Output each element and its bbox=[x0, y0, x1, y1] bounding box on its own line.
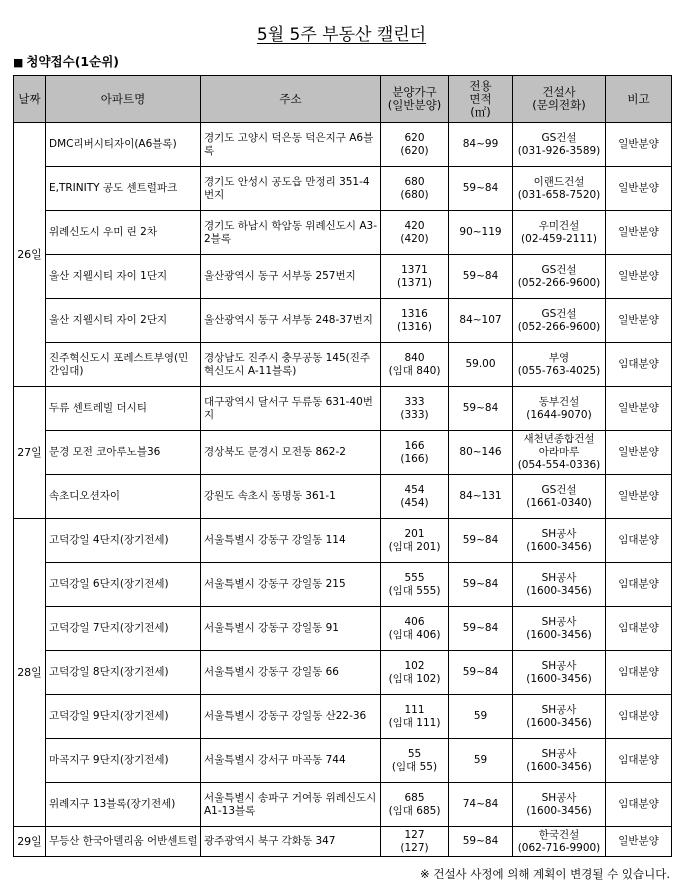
note-cell bbox=[606, 475, 672, 519]
apartment-cell-text: 문경 모전 코아루노블36 bbox=[49, 446, 161, 458]
note-cell-text: 임대분양 bbox=[618, 754, 659, 766]
apartment-cell bbox=[46, 827, 201, 857]
area-cell-text: 59~84 bbox=[462, 622, 499, 634]
address-cell bbox=[201, 695, 381, 739]
units-cell-text: (166) bbox=[400, 452, 429, 465]
units-cell bbox=[381, 167, 449, 211]
address-cell-text: 경기도 하남시 학암동 위례신도시 A3-2블록 bbox=[204, 219, 378, 245]
note-cell-text: 일반분양 bbox=[618, 490, 659, 502]
area-cell-text: 59 bbox=[473, 710, 488, 722]
units-cell-text: (임대 201) bbox=[388, 540, 441, 553]
area-cell-text: 84~107 bbox=[459, 314, 502, 326]
apartment-cell bbox=[46, 299, 201, 343]
header-area bbox=[449, 76, 513, 123]
units-cell bbox=[381, 519, 449, 563]
address-cell bbox=[201, 255, 381, 299]
table-row bbox=[14, 827, 672, 857]
builder-cell-text: (1600-3456) bbox=[526, 672, 592, 685]
units-cell-text: 454 bbox=[404, 483, 425, 496]
builder-cell bbox=[513, 255, 606, 299]
note-cell bbox=[606, 255, 672, 299]
address-cell bbox=[201, 519, 381, 563]
table-row bbox=[14, 695, 672, 739]
units-cell bbox=[381, 123, 449, 167]
units-cell bbox=[381, 563, 449, 607]
area-cell-text: 59~84 bbox=[462, 578, 499, 590]
units-cell bbox=[381, 387, 449, 431]
units-cell-text: (454) bbox=[400, 496, 429, 509]
builder-cell-text: 동부건설 bbox=[538, 395, 580, 408]
apartment-cell-text: 울산 지웰시티 자이 2단지 bbox=[49, 314, 168, 326]
units-cell-text: (680) bbox=[400, 188, 429, 201]
builder-cell-text: 새천년종합건설 bbox=[523, 433, 595, 445]
area-cell bbox=[449, 431, 513, 475]
builder-cell bbox=[513, 827, 606, 857]
builder-cell-text: SH공사 bbox=[541, 791, 577, 804]
builder-cell bbox=[513, 387, 606, 431]
apartment-cell bbox=[46, 695, 201, 739]
footnote: ※ 건설사 사정에 의해 계획이 변경될 수 있습니다. bbox=[420, 867, 670, 881]
units-cell bbox=[381, 299, 449, 343]
units-cell-text: (420) bbox=[400, 232, 429, 245]
address-cell bbox=[201, 211, 381, 255]
units-cell bbox=[381, 343, 449, 387]
address-cell bbox=[201, 387, 381, 431]
square-bullet-icon: ■ bbox=[13, 56, 24, 69]
apartment-cell bbox=[46, 387, 201, 431]
address-cell-text: 경기도 고양시 덕은동 덕은지구 A6블록 bbox=[204, 131, 374, 157]
table-row bbox=[14, 123, 672, 167]
note-cell-text: 일반분양 bbox=[618, 402, 659, 414]
builder-cell-text: (055-763-4025) bbox=[517, 364, 601, 377]
apartment-cell-text: 위례신도시 우미 린 2차 bbox=[49, 226, 157, 238]
units-cell-text: 333 bbox=[404, 395, 425, 408]
area-cell-text: 59~84 bbox=[462, 182, 499, 194]
units-cell-text: (임대 55) bbox=[391, 760, 438, 773]
area-cell bbox=[449, 387, 513, 431]
note-cell bbox=[606, 695, 672, 739]
apartment-cell bbox=[46, 211, 201, 255]
table-row bbox=[14, 211, 672, 255]
units-cell-text: 102 bbox=[404, 659, 425, 672]
units-cell bbox=[381, 431, 449, 475]
area-cell bbox=[449, 255, 513, 299]
builder-cell bbox=[513, 211, 606, 255]
builder-cell bbox=[513, 475, 606, 519]
note-cell-text: 임대분양 bbox=[618, 534, 659, 546]
area-cell-text: 59~84 bbox=[462, 666, 499, 678]
builder-cell-text: SH공사 bbox=[541, 571, 577, 584]
apartment-cell-text: 진주혁신도시 포레스트부영(민간임대) bbox=[49, 351, 189, 377]
units-cell-text: (임대 111) bbox=[388, 716, 441, 729]
apartment-cell-text: 무등산 한국아델리움 어반센트럴 bbox=[49, 835, 198, 847]
units-cell bbox=[381, 739, 449, 783]
date-cell: 27일 bbox=[14, 387, 46, 519]
address-cell-text: 서울특별시 강동구 강일동 114 bbox=[204, 534, 346, 546]
apartment-cell-text: 두류 센트레빌 더시티 bbox=[49, 402, 147, 414]
builder-cell-text: (1600-3456) bbox=[526, 716, 592, 729]
date-cell: 26일 bbox=[14, 123, 46, 387]
table-row bbox=[14, 783, 672, 827]
apartment-cell-text: E,TRINITY 공도 센트럴파크 bbox=[49, 182, 178, 194]
note-cell-text: 임대분양 bbox=[618, 798, 659, 810]
units-cell-text: (임대 840) bbox=[388, 364, 441, 377]
area-cell-text: 80~146 bbox=[459, 446, 502, 458]
note-cell-text: 임대분양 bbox=[618, 666, 659, 678]
address-cell-text: 경기도 안성시 공도읍 만정리 351-4번지 bbox=[204, 175, 370, 201]
apartment-cell-text: DMC리버시티자이(A6블록) bbox=[49, 138, 177, 150]
address-cell-text: 대구광역시 달서구 두류동 631-40번지 bbox=[204, 395, 373, 421]
table-row bbox=[14, 739, 672, 783]
builder-cell-text: (031-926-3589) bbox=[517, 144, 601, 157]
units-cell-text: 127 bbox=[404, 828, 425, 841]
address-cell-text: 경상북도 문경시 모전동 862-2 bbox=[204, 446, 346, 458]
units-cell bbox=[381, 783, 449, 827]
note-cell bbox=[606, 431, 672, 475]
address-cell-text: 서울특별시 강동구 강일동 산22-36 bbox=[204, 710, 367, 722]
area-cell-text: 59~84 bbox=[462, 835, 499, 847]
address-cell-text: 광주광역시 북구 각화동 347 bbox=[204, 835, 336, 847]
table-row bbox=[14, 299, 672, 343]
address-cell-text: 서울특별시 강동구 강일동 66 bbox=[204, 666, 339, 678]
note-cell bbox=[606, 343, 672, 387]
table-row bbox=[14, 519, 672, 563]
builder-cell-text: GS건설 bbox=[541, 483, 577, 496]
builder-cell-text: (1644-9070) bbox=[526, 408, 592, 421]
builder-cell-text: GS건설 bbox=[541, 307, 577, 320]
area-cell bbox=[449, 651, 513, 695]
builder-cell-text: 아라마루 bbox=[538, 446, 580, 458]
date-cell: 28일 bbox=[14, 519, 46, 827]
apartment-cell-text: 고덕강일 7단지(장기전세) bbox=[49, 622, 169, 634]
units-cell-text: 555 bbox=[404, 571, 425, 584]
note-cell bbox=[606, 783, 672, 827]
units-cell bbox=[381, 255, 449, 299]
area-cell-text: 59~84 bbox=[462, 534, 499, 546]
note-cell bbox=[606, 827, 672, 857]
header-units bbox=[381, 76, 449, 123]
units-cell-text: 840 bbox=[404, 351, 425, 364]
apartment-cell bbox=[46, 607, 201, 651]
builder-cell-text: SH공사 bbox=[541, 615, 577, 628]
builder-cell-text: 이랜드건설 bbox=[533, 175, 585, 188]
units-cell-text: (임대 685) bbox=[388, 804, 441, 817]
table-row bbox=[14, 343, 672, 387]
units-cell-text: 111 bbox=[404, 703, 425, 716]
builder-cell bbox=[513, 167, 606, 211]
units-cell bbox=[381, 607, 449, 651]
header-apartment: 아파트명 bbox=[46, 76, 201, 123]
units-cell-text: (1371) bbox=[397, 276, 432, 289]
builder-cell-text: GS건설 bbox=[541, 263, 577, 276]
apartment-cell bbox=[46, 739, 201, 783]
area-cell bbox=[449, 299, 513, 343]
header-builder bbox=[513, 76, 606, 123]
units-cell-text: 1316 bbox=[401, 307, 428, 320]
note-cell bbox=[606, 387, 672, 431]
area-cell-text: 84~99 bbox=[462, 138, 499, 150]
builder-cell bbox=[513, 563, 606, 607]
units-cell-text: 55 bbox=[407, 747, 422, 760]
area-cell bbox=[449, 211, 513, 255]
note-cell-text: 임대분양 bbox=[618, 622, 659, 634]
note-cell-text: 일반분양 bbox=[618, 270, 659, 282]
address-cell bbox=[201, 827, 381, 857]
builder-cell-text: (052-266-9600) bbox=[517, 276, 601, 289]
area-cell bbox=[449, 739, 513, 783]
address-cell bbox=[201, 167, 381, 211]
builder-cell-text: SH공사 bbox=[541, 747, 577, 760]
address-cell bbox=[201, 563, 381, 607]
units-cell-text: 166 bbox=[404, 439, 425, 452]
units-cell-text: (333) bbox=[400, 408, 429, 421]
area-cell bbox=[449, 519, 513, 563]
apartment-cell-text: 고덕강일 4단지(장기전세) bbox=[49, 534, 169, 546]
builder-cell-text: (052-266-9600) bbox=[517, 320, 601, 333]
note-cell bbox=[606, 211, 672, 255]
apartment-cell bbox=[46, 651, 201, 695]
builder-cell-text: (054-554-0336) bbox=[517, 459, 601, 471]
apartment-cell bbox=[46, 519, 201, 563]
address-cell-text: 서울특별시 강동구 강일동 215 bbox=[204, 578, 346, 590]
units-cell-text: (620) bbox=[400, 144, 429, 157]
header-units-line1: 분양가구 bbox=[392, 85, 437, 99]
note-cell-text: 임대분양 bbox=[618, 578, 659, 590]
area-cell bbox=[449, 343, 513, 387]
note-cell-text: 임대분양 bbox=[618, 358, 659, 370]
table-row bbox=[14, 167, 672, 211]
note-cell-text: 일반분양 bbox=[618, 226, 659, 238]
builder-cell bbox=[513, 651, 606, 695]
address-cell bbox=[201, 299, 381, 343]
builder-cell-text: (1600-3456) bbox=[526, 540, 592, 553]
note-cell bbox=[606, 167, 672, 211]
header-area-line1: 전용 bbox=[469, 78, 492, 93]
note-cell bbox=[606, 607, 672, 651]
apartment-cell bbox=[46, 563, 201, 607]
builder-cell-text: SH공사 bbox=[541, 659, 577, 672]
note-cell bbox=[606, 651, 672, 695]
section-heading bbox=[13, 52, 119, 70]
note-cell-text: 일반분양 bbox=[618, 446, 659, 458]
header-units-line2: (일반분양) bbox=[387, 98, 442, 112]
builder-cell bbox=[513, 431, 606, 475]
builder-cell-text: SH공사 bbox=[541, 527, 577, 540]
units-cell-text: (임대 406) bbox=[388, 628, 441, 641]
address-cell bbox=[201, 343, 381, 387]
table-row bbox=[14, 651, 672, 695]
note-cell bbox=[606, 563, 672, 607]
address-cell bbox=[201, 607, 381, 651]
apartment-cell-text: 고덕강일 8단지(장기전세) bbox=[49, 666, 169, 678]
note-cell bbox=[606, 123, 672, 167]
table-row bbox=[14, 607, 672, 651]
table-row bbox=[14, 387, 672, 431]
address-cell bbox=[201, 783, 381, 827]
note-cell-text: 일반분양 bbox=[618, 835, 659, 847]
address-cell bbox=[201, 431, 381, 475]
note-cell bbox=[606, 739, 672, 783]
units-cell bbox=[381, 695, 449, 739]
area-cell bbox=[449, 123, 513, 167]
table-row bbox=[14, 475, 672, 519]
apartment-cell-text: 마곡지구 9단지(장기전세) bbox=[49, 754, 169, 766]
note-cell-text: 일반분양 bbox=[618, 314, 659, 326]
area-cell bbox=[449, 167, 513, 211]
units-cell-text: (1316) bbox=[397, 320, 432, 333]
area-cell-text: 59.00 bbox=[465, 358, 496, 370]
header-date: 날짜 bbox=[14, 76, 46, 123]
address-cell-text: 경상남도 진주시 충무공동 145(진주혁신도시 A-11블록) bbox=[204, 351, 371, 377]
calendar-table bbox=[13, 75, 672, 857]
address-cell-text: 서울특별시 송파구 거여동 위례신도시 A1-13블록 bbox=[204, 791, 377, 817]
table-row bbox=[14, 431, 672, 475]
builder-cell bbox=[513, 783, 606, 827]
builder-cell bbox=[513, 343, 606, 387]
builder-cell-text: 부영 bbox=[548, 351, 570, 364]
area-cell bbox=[449, 827, 513, 857]
table-row bbox=[14, 563, 672, 607]
note-cell-text: 일반분양 bbox=[618, 138, 659, 150]
builder-cell bbox=[513, 739, 606, 783]
apartment-cell bbox=[46, 343, 201, 387]
units-cell-text: 620 bbox=[404, 131, 425, 144]
builder-cell-text: (1600-3456) bbox=[526, 804, 592, 817]
table-header-row bbox=[14, 76, 672, 123]
units-cell bbox=[381, 827, 449, 857]
units-cell bbox=[381, 651, 449, 695]
header-address: 주소 bbox=[201, 76, 381, 123]
builder-cell bbox=[513, 695, 606, 739]
address-cell bbox=[201, 123, 381, 167]
apartment-cell-text: 속초디오션자이 bbox=[49, 490, 121, 502]
builder-cell-text: GS건설 bbox=[541, 131, 577, 144]
builder-cell bbox=[513, 123, 606, 167]
area-cell bbox=[449, 695, 513, 739]
address-cell-text: 울산광역시 동구 서부동 257번지 bbox=[204, 270, 356, 282]
units-cell-text: (임대 555) bbox=[388, 584, 441, 597]
note-cell bbox=[606, 519, 672, 563]
builder-cell-text: (1600-3456) bbox=[526, 760, 592, 773]
area-cell bbox=[449, 783, 513, 827]
apartment-cell bbox=[46, 123, 201, 167]
builder-cell-text: (02-459-2111) bbox=[521, 232, 597, 245]
header-area-line2: 면적 bbox=[469, 91, 492, 106]
apartment-cell bbox=[46, 431, 201, 475]
area-cell-text: 59~84 bbox=[462, 402, 499, 414]
apartment-cell-text: 고덕강일 9단지(장기전세) bbox=[49, 710, 169, 722]
note-cell-text: 임대분양 bbox=[618, 710, 659, 722]
address-cell bbox=[201, 475, 381, 519]
apartment-cell-text: 울산 지웰시티 자이 1단지 bbox=[49, 270, 168, 282]
builder-cell bbox=[513, 607, 606, 651]
apartment-cell bbox=[46, 475, 201, 519]
units-cell-text: 680 bbox=[404, 175, 425, 188]
builder-cell-text: (1600-3456) bbox=[526, 628, 592, 641]
apartment-cell bbox=[46, 783, 201, 827]
area-cell bbox=[449, 563, 513, 607]
note-cell-text: 일반분양 bbox=[618, 182, 659, 194]
header-builder-line2: (문의전화) bbox=[532, 98, 586, 112]
area-cell-text: 90~119 bbox=[459, 226, 502, 238]
builder-cell-text: (1661-0340) bbox=[526, 496, 592, 509]
address-cell bbox=[201, 739, 381, 783]
section-label: 청약접수(1순위) bbox=[26, 54, 119, 69]
area-cell-text: 59 bbox=[473, 754, 488, 766]
address-cell-text: 서울특별시 강동구 강일동 91 bbox=[204, 622, 339, 634]
note-cell bbox=[606, 299, 672, 343]
apartment-cell-text: 고덕강일 6단지(장기전세) bbox=[49, 578, 169, 590]
address-cell-text: 울산광역시 동구 서부동 248-37번지 bbox=[204, 314, 373, 326]
builder-cell-text: (1600-3456) bbox=[526, 584, 592, 597]
area-cell-text: 59~84 bbox=[462, 270, 499, 282]
address-cell-text: 강원도 속초시 동명동 361-1 bbox=[204, 490, 336, 502]
units-cell-text: (127) bbox=[400, 841, 429, 854]
area-cell bbox=[449, 475, 513, 519]
area-cell-text: 84~131 bbox=[459, 490, 502, 502]
builder-cell-text: 한국건설 bbox=[538, 828, 580, 841]
address-cell-text: 서울특별시 강서구 마곡동 744 bbox=[204, 754, 346, 766]
units-cell-text: 406 bbox=[404, 615, 425, 628]
units-cell-text: 1371 bbox=[401, 263, 428, 276]
header-builder-line1: 건설사 bbox=[542, 85, 576, 99]
units-cell-text: 685 bbox=[404, 791, 425, 804]
units-cell-text: 420 bbox=[404, 219, 425, 232]
units-cell-text: (임대 102) bbox=[388, 672, 441, 685]
area-cell-text: 74~84 bbox=[462, 798, 499, 810]
header-note: 비고 bbox=[606, 76, 672, 123]
units-cell bbox=[381, 475, 449, 519]
builder-cell-text: 우미건설 bbox=[538, 219, 580, 232]
header-area-line3: (㎡) bbox=[470, 104, 491, 119]
table-row bbox=[14, 255, 672, 299]
apartment-cell bbox=[46, 255, 201, 299]
builder-cell bbox=[513, 299, 606, 343]
units-cell bbox=[381, 211, 449, 255]
builder-cell-text: (031-658-7520) bbox=[517, 188, 601, 201]
builder-cell-text: (062-716-9900) bbox=[517, 841, 601, 854]
page-title: 5월 5주 부동산 캘린더 bbox=[256, 25, 427, 45]
date-cell: 29일 bbox=[14, 827, 46, 857]
builder-cell bbox=[513, 519, 606, 563]
builder-cell-text: SH공사 bbox=[541, 703, 577, 716]
area-cell bbox=[449, 607, 513, 651]
apartment-cell-text: 위례지구 13블록(장기전세) bbox=[49, 798, 176, 810]
apartment-cell bbox=[46, 167, 201, 211]
address-cell bbox=[201, 651, 381, 695]
units-cell-text: 201 bbox=[404, 527, 425, 540]
